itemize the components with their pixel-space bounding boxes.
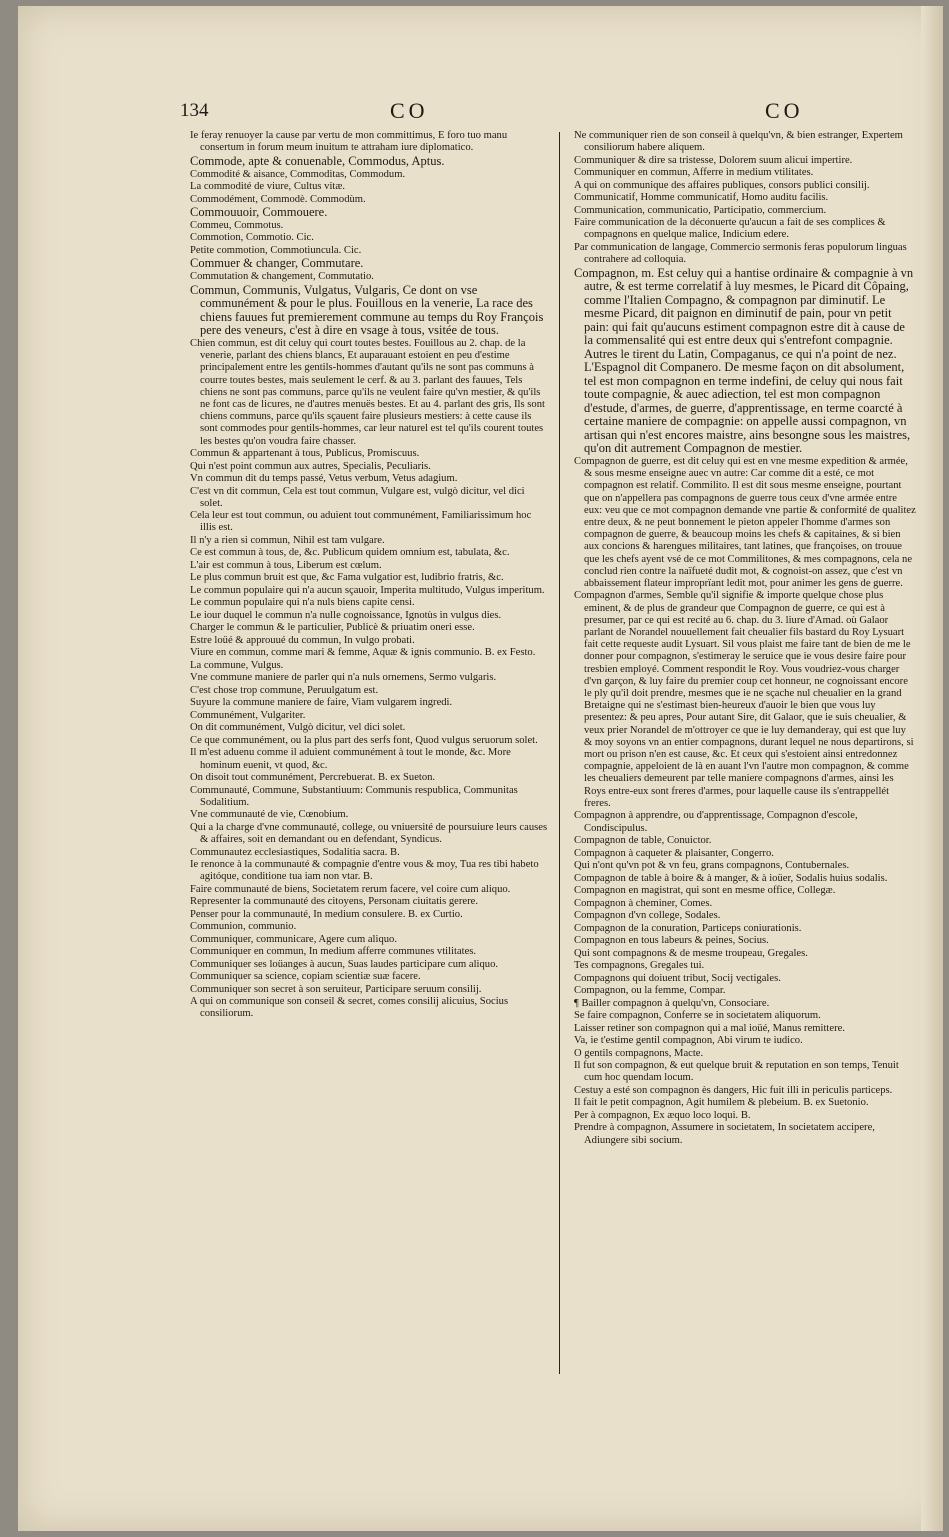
dictionary-entry: Le commun populaire qui n'a nuls biens capite censi. <box>190 597 415 609</box>
dictionary-entry: Compagnon de table à boire & à manger, & à ioüer, Sodalis huius sodalis. <box>574 872 888 884</box>
dictionary-entry: Communicatif, Homme communicatif, Homo auditu facilis. <box>574 192 829 204</box>
dictionary-entry: Qui a la charge d'vne communauté, college, ou vniuersité de poursuiure leurs causes & affaires, soit en demandant ou en defendant, Syndicus. <box>190 821 548 846</box>
running-head-left: CO <box>390 98 429 123</box>
dictionary-entry: Va, ie t'estime gentil compagnon, Abi virum te iudico. <box>574 1035 803 1047</box>
dictionary-entry: Qui sont compagnons & de mesme troupeau, Gregales. <box>574 947 808 959</box>
dictionary-entry: Communiquer, communicare, Agere cum aliquo. <box>190 933 397 945</box>
dictionary-entry: Communication, communicatio, Participatio, commercium. <box>574 204 827 216</box>
dictionary-entry: Communiquer en commun, Afferre in medium vtilitates. <box>574 167 814 179</box>
dictionary-entry: Vne communauté de vie, Cœnobium. <box>190 809 349 821</box>
dictionary-entry: Qui n'est point commun aux autres, Specialis, Peculiaris. <box>190 460 431 472</box>
dictionary-entry: Communion, communio. <box>190 921 297 933</box>
dictionary-entry: Compagnon, m. Est celuy qui a hantise ordinaire & compagnie à vn autre, & est terme correlatif à luy mesmes, le Picard dit Côpaing, comme l'Italien Compagno, & compagnon par diminutif. Le mesme Picard, dit paignon en diminutif de pain, pour vn petit pain: qui fait qu'aucuns estiment compagnon estre dit à cause de la commensalité qui est entre deux qui s'entrefont compagnie. Autres le tirent du Latin, Compaganus, ce qui n'a point de nez. L'Espagnol dit Companero. De mesme façon on dit absolument, tel est mon compagnon en terme indefini, de celuy qui nous fait toute compagnie, & auec adiection, tel est mon compagnon d'estude, d'armes, de guerre, d'apprentissage, en terme coarcté à certaine maniere de compagnie: on appelle aussi compagnon, vn artisan qui n'est encores maistre, ains besongne sous les maistres, qu'on dit autrement Compagnon de mestier. <box>574 265 914 456</box>
dictionary-entry: Il n'y a rien si commun, Nihil est tam vulgare. <box>190 534 385 546</box>
dictionary-entry: Commotion, Commotio. Cic. <box>190 232 314 244</box>
dictionary-entry: Communiquer ses loüanges à aucun, Suas laudes participare cum aliquo. <box>190 958 499 970</box>
dictionary-entry: Cestuy a esté son compagnon ès dangers, Hic fuit illi in periculis particeps. <box>574 1084 893 1096</box>
dictionary-entry: ¶ Bailler compagnon à quelqu'vn, Consociare. <box>574 997 770 1009</box>
dictionary-entry: Communiquer sa science, copiam scientiæ suæ facere. <box>190 971 421 983</box>
dictionary-entry: Viure en commun, comme mari & femme, Aquæ & ignis communio. B. ex Festo. <box>190 647 536 659</box>
dictionary-entry: Compagnon de table, Conuictor. <box>574 835 712 847</box>
dictionary-entry: Chien commun, est dit celuy qui court toutes bestes. Fouillous au 2. chap. de la venerie, parlant des chiens blancs, Et auparauant estoient en peu d'estime principalement entre les gentils-hommes d'autant qu'ils ne sont pas communs à courre toutes bestes, mais seulement le cerf. & au 3. parlant des fauues, Tels chiens ne sont pas communs, parce qu'ils ne veulent faire qu'vn mestier, & qu'ils ne font cas de licures, ne d'autres menuës bestes. Et au 4. parlant des gris, Ils sont chiens communs, parce qu'ils sçauent faire plusieurs mestiers: à cette cause ils sont commodes pour gentils-hommes, car leur naturel est tel qu'ils courent toutes les bestes qu'on voudra faire chasser. <box>190 337 545 447</box>
dictionary-entry: Communiquer & dire sa tristesse, Dolorem suum alicui impertire. <box>574 154 853 166</box>
dictionary-entry: Communiquer en commun, In medium afferre communes vtilitates. <box>190 946 477 958</box>
dictionary-entry: Commodité & aisance, Commoditas, Commodum. <box>190 168 406 180</box>
dictionary-entry: Par communication de langage, Commercio sermonis feras populorum linguas contrahere ad colloquia. <box>574 241 907 266</box>
dictionary-entry: Qui n'ont qu'vn pot & vn feu, grans compagnons, Contubernales. <box>574 860 850 872</box>
dictionary-entry: Commeu, Commotus. <box>190 219 284 231</box>
left-column <box>190 130 548 1371</box>
dictionary-entry: Ie renonce à la communauté & compagnie d'entre vous & moy, Tua res tibi habeto agitóque, conditione tua iam non vtar. B. <box>190 859 539 883</box>
dictionary-entry: Estre loüé & approuué du commun, In vulgo probati. <box>190 634 415 646</box>
dictionary-entry: Communauté, Commune, Substantiuum: Communis respublica, Communitas Sodalitium. <box>190 784 518 808</box>
dictionary-entry: Communément, Vulgariter. <box>190 709 306 721</box>
dictionary-entry: Commode, apte & conuenable, Commodus, Aptus. <box>190 153 445 168</box>
dictionary-entry: Il fut son compagnon, & eut quelque bruit & reputation en son temps, Tenuit cum hoc quendam locum. <box>574 1060 899 1084</box>
running-head-right: CO <box>765 98 804 123</box>
dictionary-entry: O gentils compagnons, Macte. <box>574 1047 704 1059</box>
dictionary-page <box>18 6 943 1531</box>
dictionary-entry: Ce que communément, ou la plus part des serfs font, Quod vulgus seruorum solet. <box>190 734 538 746</box>
dictionary-entry: Charger le commun & le particulier, Publicè & priuatim oneri esse. <box>190 622 475 634</box>
dictionary-entry: Commun & appartenant à tous, Publicus, Promiscuus. <box>190 448 420 460</box>
dictionary-entry: A qui on communique des affaires publiques, consors publici consilij. <box>574 179 870 191</box>
dictionary-entry: C'est vn dit commun, Cela est tout commun, Vulgare est, vulgò dicitur, vel dici solet. <box>190 485 525 509</box>
dictionary-entry: Le iour duquel le commun n'a nulle cognoissance, Ignotùs in vulgus dies. <box>190 609 502 621</box>
dictionary-entry: Communautez ecclesiastiques, Sodalitia sacra. B. <box>190 846 400 858</box>
dictionary-entry: On disoit tout communément, Percrebuerat. B. ex Sueton. <box>190 772 436 784</box>
dictionary-entry: Il m'est aduenu comme il aduient communément à tout le monde, &c. More hominum euenit, vt quod, &c. <box>190 747 511 771</box>
dictionary-entry: Le commun populaire qui n'a aucun sçauoir, Imperita multitudo, Vulgus imperitum. <box>190 584 545 596</box>
dictionary-entry: Commun, Communis, Vulgatus, Vulgaris, Ce dont on vse communément & pour le plus. Fouillous en la venerie, La race des chiens fauues fut premierement commune au temps du Roy François pere des veneurs, c'est à dire en vsage à tous, vsitée de tous. <box>190 282 544 338</box>
dictionary-entry: Commodément, Commodè. Commodùm. <box>190 193 366 205</box>
dictionary-entry: Compagnon, ou la femme, Compar. <box>574 985 726 997</box>
dictionary-entry: Compagnon d'vn college, Sodales. <box>574 910 721 922</box>
dictionary-entry: Compagnon de guerre, est dit celuy qui est en vne mesme expedition & armée, & sous mesme enseigne auec vn autre: Car comme dit a esté, ce mot compagnon est relatif. Commilito. Il est dit sous mesme enseigne, pourtant que on n'appellera pas compagnons de guerre tous ceux d'vne armée entre eux: veu que ce mot compagnon demande vne partie & conformité de qualitez entre deux, & ne peut bonnement le pieton appeler l'homme d'armes son compagnon de guerre, & beaucoup moins les chefs & capitaines, & si bien aux concions & harengues militaires, tant latines, que françoises, on trouue que les chefs ayent vsé de ce mot Commilitones, & mes compagnons, cela ne conclud rien contre la naïfueté dudit mot, & cognoist-on assez, que c'est vn abbaissement flateur improprïant ledit mot, pour animer les gens de guerre. <box>574 455 916 589</box>
dictionary-entry: L'air est commun à tous, Liberum est cœlum. <box>190 559 382 571</box>
dictionary-entry: A qui on communique son conseil & secret, comes consilij alicuius, Socius consiliorum. <box>190 996 509 1020</box>
dictionary-entry: Faire communauté de biens, Societatem rerum facere, vel coire cum aliquo. <box>190 883 511 895</box>
dictionary-entry: Petite commotion, Commotiuncula. Cic. <box>190 244 362 256</box>
dictionary-entry: La commune, Vulgus. <box>190 659 284 671</box>
dictionary-entry: Ce est commun à tous, de, &c. Publicum quidem omnium est, tabulata, &c. <box>190 547 510 559</box>
dictionary-entry: Compagnon en magistrat, qui sont en mesme office, Collegæ. <box>574 885 836 897</box>
dictionary-entry: Compagnon d'armes, Semble qu'il signifie & importe quelque chose plus eminent, & de plus de grandeur que Compagnon de guerre, ce qui est à presumer, par ce qui est recité au 6. chap. du 3. liure d'Amad. où Galaor parlant de Norandel nouuellement fait cheualier fils bastard du Roy Lysuart fait cette requeste audit Lysuart. Sil vous plaist me faire tant de bien de me le donner pour compagnon, s'estimeray le seruice que ie vous desire faire pour tresbien employé. Comment respondit le Roy. Vous voudriez-vous charger d'vn garçon, & luy faire du premier coup cet honneur, ne cognoissant encore le ply qu'il doit prendre, mesmes que ie ne sçache nul cheualier en la grand Bretaigne qui ne s'estimast bien-heureux d'auoir le bien que vous luy presentez: & peu apres, Pour autant Sire, dit Galaor, que ie suis cheualier, & veux prier Norandel de m'ottroyer ce que ie luy demanderay, qui est que luy & moy soyons vn an entier compagnons, durant lequel ne nous departirons, si mort ou prison n'en est cause, &c. Et ceux qui s'estoient ainsi entredonnez compagnie, appeloient de là en auant l'vn l'autre mon compagnon, & comme les cheualiers demeurent par telle maniere compagnons d'armes, ainsi les Roys entre-eux sont freres d'armes, pour laquelle cause ils s'entrappellét freres. <box>574 590 914 809</box>
dictionary-entry: Il fait le petit compagnon, Agit humilem & plebeium. B. ex Suetonio. <box>574 1097 869 1109</box>
dictionary-entry: Compagnon à caqueter & plaisanter, Congerro. <box>574 847 774 859</box>
column-divider <box>559 132 560 1374</box>
dictionary-entry: Vne commune maniere de parler qui n'a nuls ornemens, Sermo vulgaris. <box>190 672 497 684</box>
dictionary-entry: Compagnon de la conuration, Particeps coniurationis. <box>574 922 802 934</box>
dictionary-entry: Le plus commun bruit est que, &c Fama vulgatior est, ludibrio fratris, &c. <box>190 572 504 584</box>
dictionary-entry: Ne communiquer rien de son conseil à quelqu'vn, & bien estranger, Expertem consiliorum habere aliquem. <box>574 130 903 154</box>
dictionary-entry: Penser pour la communauté, In medium consulere. B. ex Curtio. <box>190 908 463 920</box>
dictionary-entry: Commuer & changer, Commutare. <box>190 256 364 271</box>
dictionary-entry: Ie feray renuoyer la cause par vertu de mon committimus, E foro tuo manu consertum in forum meum inuitum te attraham iure diplomatico. <box>190 130 508 154</box>
dictionary-entry: Cela leur est tout commun, ou aduient tout communément, Familiarissimum hoc illis est. <box>190 510 532 534</box>
dictionary-entry: Tes compagnons, Gregales tui. <box>574 960 705 972</box>
dictionary-entry: Compagnons qui doiuent tribut, Socij vectigales. <box>574 972 781 984</box>
dictionary-entry: Representer la communauté des citoyens, Personam ciuitatis gerere. <box>190 896 478 908</box>
dictionary-entry: La commodité de viure, Cultus vitæ. <box>190 181 346 192</box>
dictionary-entry: On dit communément, Vulgò dicitur, vel dici solet. <box>190 722 406 734</box>
dictionary-entry: Faire communication de la déconuerte qu'aucun a fait de ses complices & compagnons en quelque malice, Indicium edere. <box>574 217 886 241</box>
page-header <box>180 98 920 128</box>
dictionary-entry: Compagnon en tous labeurs & peines, Socius. <box>574 935 769 947</box>
dictionary-entry: Per à compagnon, Ex æquo loco loqui. B. <box>574 1109 751 1121</box>
dictionary-entry: Communiquer son secret à son seruiteur, Participare seruum consilij. <box>190 983 482 995</box>
page-spine-shadow <box>921 6 943 1531</box>
dictionary-entry: Commutation & changement, Commutatio. <box>190 271 374 283</box>
dictionary-entry: Vn commun dit du temps passé, Vetus verbum, Vetus adagium. <box>190 473 458 485</box>
dictionary-entry: Prendre à compagnon, Assumere in societatem, In societatem accipere, Adiungere sibi socium. <box>574 1122 875 1146</box>
page-number: 134 <box>180 100 209 121</box>
dictionary-entry: Suyure la commune maniere de faire, Viam vulgarem ingredi. <box>190 697 453 709</box>
dictionary-entry: Commouuoir, Commouere. <box>190 205 328 219</box>
dictionary-entry: Laisser retiner son compagnon qui a mal ioüé, Manus remittere. <box>574 1022 845 1034</box>
right-column <box>574 130 916 1371</box>
dictionary-entry: C'est chose trop commune, Peruulgatum est. <box>190 684 379 696</box>
dictionary-entry: Compagnon à apprendre, ou d'apprentissage, Compagnon d'escole, Condiscipulus. <box>574 810 858 834</box>
dictionary-entry: Compagnon à cheminer, Comes. <box>574 897 713 909</box>
dictionary-entry: Se faire compagnon, Conferre se in societatem aliquorum. <box>574 1010 821 1022</box>
